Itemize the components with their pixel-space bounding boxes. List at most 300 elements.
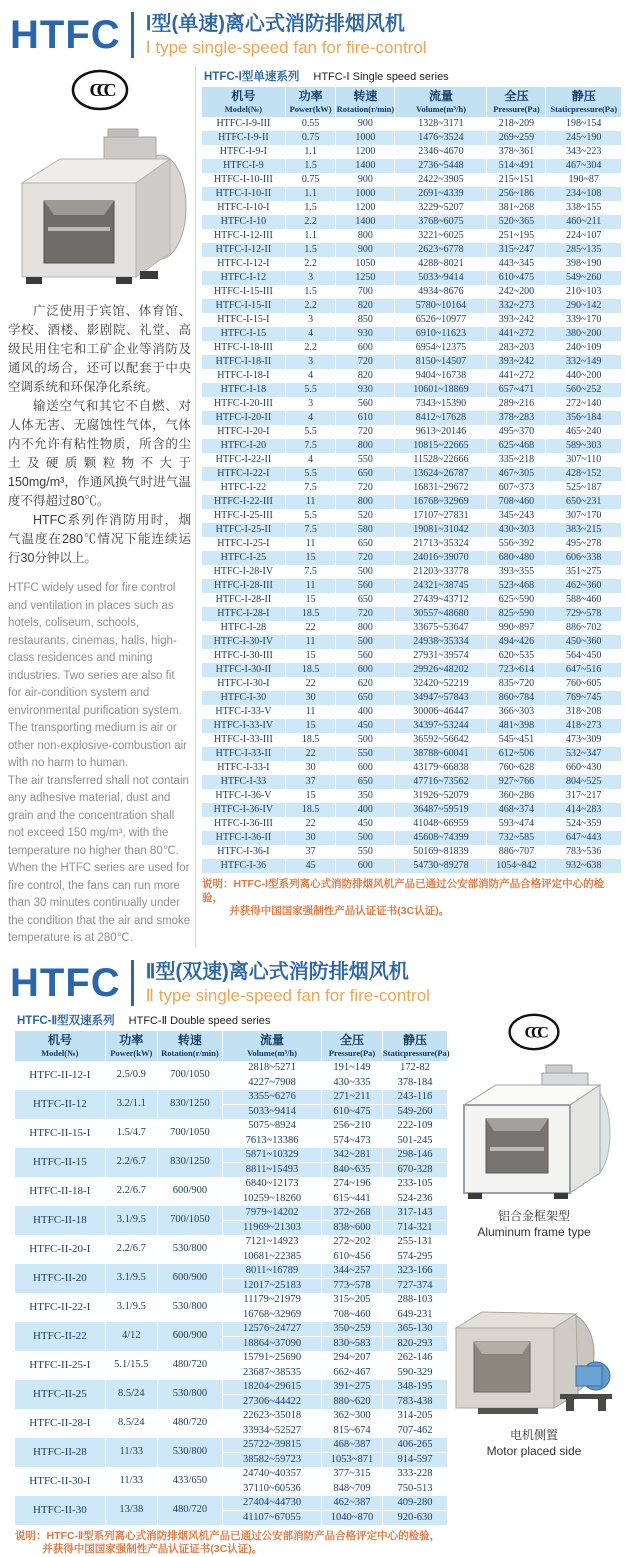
table-cell: 1000 (336, 187, 395, 201)
table-cell: HTFC-I-18 (202, 383, 285, 397)
table-row (202, 537, 621, 551)
table-cell: 10815~22665 (395, 439, 487, 453)
table-row (15, 1351, 447, 1366)
table-row (202, 271, 621, 285)
table-cell: 495~278 (566, 538, 602, 549)
table-cell: 21203~33778 (395, 565, 487, 579)
series-label-cn: HTFC-Ⅱ型双速系列 (17, 1014, 115, 1027)
table-cell: HTFC-I-30 (202, 691, 285, 705)
table-cell: 468~387 (322, 1438, 383, 1453)
table-cell: 830~583 (322, 1336, 383, 1351)
table-cell: 525~187 (566, 482, 602, 493)
column-header: 转速 Rotation(r/min) (157, 1031, 222, 1061)
table-cell: HTFC-II-30-I (15, 1467, 105, 1496)
table-row (202, 579, 621, 593)
column-header: 机号 Model(№) (202, 87, 285, 117)
table-cell: 45 (285, 859, 336, 873)
table-cell: HTFC-II-25 (15, 1380, 105, 1409)
table-cell: 662~467 (322, 1365, 383, 1380)
table-cell: 700/1050 (157, 1061, 222, 1090)
table-cell: 564~450 (566, 650, 602, 661)
table-cell: 6954~12375 (395, 341, 487, 355)
table-cell: 600/900 (157, 1322, 222, 1351)
table-cell: 4 (285, 411, 336, 425)
table-cell: 550 (336, 453, 395, 467)
table-cell: HTFC-I-33-III (202, 733, 285, 747)
table-cell: HTFC-I-18-II (202, 355, 285, 369)
table-cell: 380~200 (566, 328, 602, 339)
table-cell: 18204~29615 (222, 1380, 321, 1395)
table-row (202, 635, 621, 649)
table-cell: HTFC-I-33 (202, 775, 285, 789)
table-cell: 22 (285, 677, 336, 691)
table-cell: 773~578 (322, 1278, 383, 1293)
brand-logo: HTFC (10, 960, 121, 1005)
table-cell: 700 (336, 285, 395, 299)
table-row (15, 1119, 447, 1134)
table-cell: 13/38 (105, 1496, 157, 1525)
paragraph: 输送空气和其它不自燃、对人体无害、无腐蚀性气体，气体内不允许有粘性物质，所含的尘土及硬质颗粒物不大于150mg/m³，作通风换气时进气温度不得超过80℃。 (8, 399, 191, 508)
table-cell: 11 (285, 705, 336, 719)
table-cell: 11 (285, 537, 336, 551)
table-cell: 467~304 (566, 160, 602, 171)
table-cell: 11/33 (105, 1438, 157, 1467)
table-cell: 815~674 (322, 1423, 383, 1438)
table-cell: 198~154 (566, 118, 602, 129)
table-cell: 378~283 (487, 411, 546, 425)
table-cell: 647~516 (566, 664, 602, 675)
table-cell: HTFC-I-28-I (202, 607, 285, 621)
table-cell: 760~628 (487, 761, 546, 775)
table-cell: 22 (285, 817, 336, 831)
table-cell: 1.5 (285, 159, 336, 173)
table-cell: 1.5/4.7 (105, 1119, 157, 1148)
table-cell: 3 (285, 271, 336, 285)
table-cell: 900 (336, 117, 395, 131)
table-cell: 800 (336, 439, 395, 453)
table-cell: HTFC-I-9-I (202, 145, 285, 159)
table-row (202, 467, 621, 481)
series-label-en: HTFC-Ⅱ Double speed series (128, 1014, 271, 1027)
table-cell: 22623~35018 (222, 1409, 321, 1424)
table-cell: 18.5 (285, 733, 336, 747)
table-row (202, 243, 621, 257)
table-cell: 620 (336, 677, 395, 691)
table-cell: 650 (336, 593, 395, 607)
table-cell: 549-260 (382, 1104, 447, 1119)
table-cell: HTFC-II-15-I (15, 1119, 105, 1148)
table-cell: 393~242 (487, 313, 546, 327)
table-cell: HTFC-I-10-III (202, 173, 285, 187)
table-cell: 860~784 (487, 691, 546, 705)
table-cell: 1476~3524 (395, 131, 487, 145)
table-cell: 1.1 (285, 187, 336, 201)
table-cell: 1.1 (285, 229, 336, 243)
table-cell: 800 (336, 229, 395, 243)
table-cell: 649-231 (382, 1307, 447, 1322)
table-row (202, 747, 621, 761)
table-row (202, 593, 621, 607)
table-cell: HTFC-II-28 (15, 1438, 105, 1467)
table-cell: 520 (336, 509, 395, 523)
table-cell: 45608~74399 (395, 831, 487, 845)
note-line: 说明：HTFC-Ⅱ型系列离心式消防排烟风机产品已通过公安部消防产品合格评定中心的检验， (15, 1529, 441, 1542)
table-cell: 607~373 (487, 481, 546, 495)
table-cell: 5780~10164 (395, 299, 487, 313)
table-row (202, 117, 621, 131)
table-cell: HTFC-I-30-I (202, 677, 285, 691)
table-cell: 430~335 (322, 1075, 383, 1090)
table-row (202, 817, 621, 831)
table-cell: 3 (285, 355, 336, 369)
table-cell: 714-321 (382, 1220, 447, 1235)
table-cell: 524-236 (382, 1191, 447, 1206)
table-cell: 720 (336, 607, 395, 621)
table-cell: 6526~10977 (395, 313, 487, 327)
table-cell: 378-184 (382, 1075, 447, 1090)
table-cell: 307~170 (566, 510, 602, 521)
table-row (15, 1206, 447, 1221)
table-row (202, 733, 621, 747)
table-cell: 2422~3905 (395, 173, 487, 187)
table-cell: 30 (285, 691, 336, 705)
table-cell: 3.1/9.5 (105, 1206, 157, 1235)
table-cell: 30 (285, 831, 336, 845)
table-cell: 524~359 (566, 818, 602, 829)
table-cell: 700/1050 (157, 1206, 222, 1235)
table-row (202, 705, 621, 719)
table-cell: 1050 (336, 257, 395, 271)
table-cell: HTFC-I-30-II (202, 663, 285, 677)
section1-header (0, 0, 625, 62)
table-cell: 450~360 (566, 636, 602, 647)
table-cell: 365-130 (397, 1322, 433, 1334)
table-cell: 460~211 (566, 216, 602, 227)
table-cell: 720 (336, 551, 395, 565)
table-cell: 930 (336, 327, 395, 341)
table-cell: 2.5/0.9 (105, 1061, 157, 1090)
table-cell: 610 (336, 411, 395, 425)
section2-images-column (447, 1010, 621, 1557)
column-header: 静压 Staticpressure(Pa) (546, 87, 621, 117)
image-label-cn: 电机侧置 (509, 1427, 558, 1442)
table-row (202, 859, 621, 873)
table-cell: 473~309 (566, 734, 602, 745)
table-cell: 30 (285, 761, 336, 775)
paragraph: HTFC widely used for fire control and ventilation in places such as hotels, coliseum, schools, restaurants, cinemas, halls, high-class residences and mining industries. Two series are also fit for air-condition system and environmental purification system. (8, 582, 182, 717)
table-cell: HTFC-I-33-II (202, 747, 285, 761)
table-cell: 21713~35324 (395, 537, 487, 551)
table-cell: 590-329 (382, 1365, 447, 1380)
table-cell: HTFC-II-15 (15, 1148, 105, 1177)
table-cell: 441~272 (487, 327, 546, 341)
table-cell: 783~536 (566, 846, 602, 857)
table-cell: 16831~29672 (395, 481, 487, 495)
table-cell: HTFC-I-33-V (202, 705, 285, 719)
table-cell: HTFC-I-20 (202, 439, 285, 453)
table-cell: HTFC-II-18 (15, 1206, 105, 1235)
table-cell: 5033~9414 (222, 1104, 321, 1119)
table-cell: HTFC-I-22-II (202, 453, 285, 467)
table-cell: 600 (336, 761, 395, 775)
table-cell: HTFC-II-12 (15, 1090, 105, 1119)
table-cell: 318~208 (566, 706, 602, 717)
table-cell: 289~216 (487, 397, 546, 411)
table-cell: HTFC-I-20-I (202, 425, 285, 439)
table-cell: 4 (285, 369, 336, 383)
table-cell: 3355~6276 (222, 1090, 321, 1105)
table-cell: 3768~6075 (395, 215, 487, 229)
table-cell: 3 (285, 397, 336, 411)
table-cell: 550 (336, 845, 395, 859)
table-cell: 262-146 (397, 1351, 433, 1363)
note-line: 并获得中国国家强制性产品认证证书(3C认证)。 (42, 1543, 263, 1555)
table-cell: 650 (336, 691, 395, 705)
table-cell: HTFC-I-10-II (202, 187, 285, 201)
table-cell: 530/800 (157, 1380, 222, 1409)
table-cell: 0.75 (285, 131, 336, 145)
table-cell: 820 (336, 299, 395, 313)
table-row (202, 369, 621, 383)
table-cell: 760~605 (566, 678, 602, 689)
table-row (15, 1293, 447, 1308)
table-cell: 19081~31042 (395, 523, 487, 537)
table-cell: 7343~15390 (395, 397, 487, 411)
table-cell: 9613~20146 (395, 425, 487, 439)
table-cell: 3 (285, 313, 336, 327)
brand-logo: HTFC (10, 13, 121, 57)
table-row (202, 341, 621, 355)
table-cell: 530/800 (157, 1438, 222, 1467)
table-cell: 393~355 (487, 565, 546, 579)
table-row (202, 215, 621, 229)
table-cell: HTFC-I-10 (202, 215, 285, 229)
table-cell: 532~347 (566, 748, 602, 759)
table-row (202, 523, 621, 537)
table-cell: 530/800 (157, 1293, 222, 1322)
table-cell: 2.2/6.7 (105, 1235, 157, 1264)
table-cell: HTFC-I-9-II (202, 131, 285, 145)
table-cell: 7.5 (285, 523, 336, 537)
table-cell: 27439~43712 (395, 593, 487, 607)
svg-text:CCC: CCC (524, 1022, 544, 1041)
table-cell: 222-109 (397, 1119, 433, 1131)
table-cell: 27404~44730 (222, 1496, 321, 1511)
table-cell: 47716~73562 (395, 775, 487, 789)
table-cell: 360~286 (487, 789, 546, 803)
table-cell: 1.1 (285, 145, 336, 159)
table-cell: 480/720 (157, 1351, 222, 1380)
table-cell: 366~303 (487, 705, 546, 719)
table-cell: 650~231 (566, 496, 602, 507)
table-cell: 593~474 (487, 817, 546, 831)
table-row (15, 1409, 447, 1424)
table-cell: 1054~842 (487, 859, 546, 873)
table-cell: 251~195 (487, 229, 546, 243)
table-cell: 34947~57843 (395, 691, 487, 705)
table-cell: 443~345 (487, 257, 546, 271)
table-row (202, 425, 621, 439)
table-cell: 500 (336, 635, 395, 649)
table-cell: 27931~39574 (395, 649, 487, 663)
table-cell: 314-205 (397, 1409, 433, 1421)
table-cell: 24740~40357 (222, 1467, 321, 1482)
table-cell: 348-195 (397, 1380, 433, 1392)
table-cell: 7.5 (285, 481, 336, 495)
table-cell: 433/650 (157, 1467, 222, 1496)
table-cell: 727-374 (382, 1278, 447, 1293)
table-cell: 600 (336, 663, 395, 677)
table-cell: 4 (285, 327, 336, 341)
table-cell: 11/33 (105, 1467, 157, 1496)
table-cell: 32420~52219 (395, 677, 487, 691)
table-cell: 7979~14202 (222, 1206, 321, 1221)
table-cell: 3.1/9.5 (105, 1264, 157, 1293)
table-cell: 333-228 (397, 1467, 433, 1479)
table-cell: 12576~24727 (222, 1322, 321, 1337)
table-cell: 467~305 (487, 467, 546, 481)
ccc-certification-icon (8, 68, 191, 117)
table-cell: 255-131 (397, 1235, 433, 1247)
ccc-certification-icon (506, 1012, 562, 1057)
table-cell: 12017~25183 (222, 1278, 321, 1293)
table-cell: 400 (336, 803, 395, 817)
table-cell: 377~315 (322, 1467, 383, 1482)
column-header: 全压 Pressure(Pa) (487, 87, 546, 117)
table-row (15, 1090, 447, 1105)
table-cell: 848~709 (322, 1481, 383, 1496)
table-cell: 2.2 (285, 257, 336, 271)
table-row (202, 565, 621, 579)
table-cell: 480/720 (157, 1409, 222, 1438)
table-cell: 215~151 (487, 173, 546, 187)
table-cell: 1.5 (285, 285, 336, 299)
table-cell: 440~200 (566, 370, 602, 381)
series-caption-2 (17, 1012, 447, 1028)
table-cell: 323-166 (397, 1264, 433, 1276)
table-cell: 15791~25690 (222, 1351, 321, 1366)
table-cell: 406-265 (397, 1438, 433, 1450)
table-row (202, 411, 621, 425)
table-cell: 10601~18869 (395, 383, 487, 397)
table-cell: 5.5 (285, 509, 336, 523)
table-cell: 1.5 (285, 243, 336, 257)
table-cell: 240~109 (566, 342, 602, 353)
table-cell: HTFC-I-36 (202, 859, 285, 873)
table-cell: 927~766 (487, 775, 546, 789)
table-cell: 612~506 (487, 747, 546, 761)
table-row (202, 691, 621, 705)
table-cell: 886~707 (487, 845, 546, 859)
table-cell: 288-103 (397, 1293, 433, 1305)
table-cell: 820 (336, 369, 395, 383)
table-cell: 218~209 (487, 117, 546, 131)
table-cell: 580 (336, 523, 395, 537)
table-cell: 30006~46447 (395, 705, 487, 719)
table-cell: 11 (285, 635, 336, 649)
table-cell: 36487~59519 (395, 803, 487, 817)
table-cell: 285~135 (566, 244, 602, 255)
table-cell: 271~211 (322, 1090, 383, 1105)
table-cell: 556~392 (487, 537, 546, 551)
table-cell: HTFC-I-15-III (202, 285, 285, 299)
table-cell: 290~142 (566, 300, 602, 311)
table-cell: HTFC-I-25-I (202, 537, 285, 551)
table-cell: 233-105 (397, 1177, 433, 1189)
table-cell: 600/900 (157, 1264, 222, 1293)
table-cell: 450 (336, 817, 395, 831)
table-cell: 25722~39815 (222, 1438, 321, 1453)
column-header: 功率 Power(kW) (105, 1031, 157, 1061)
table-cell: 2691~4339 (395, 187, 487, 201)
table-cell: 700/1050 (157, 1119, 222, 1148)
table-cell: 720 (336, 355, 395, 369)
table-cell: 3221~6025 (395, 229, 487, 243)
table-cell: 2.2/6.7 (105, 1148, 157, 1177)
table-cell: 11969~21303 (222, 1220, 321, 1235)
table-cell: 465~240 (566, 426, 602, 437)
table-cell: 550 (336, 747, 395, 761)
table-cell: 269~259 (487, 131, 546, 145)
series-label-en: HTFC-Ⅰ Single speed series (313, 71, 449, 83)
table-cell: 234~108 (566, 188, 602, 199)
table-cell: 6910~11623 (395, 327, 487, 341)
table-cell: 50169~81839 (395, 845, 487, 859)
table-cell: 560 (336, 649, 395, 663)
table-row (202, 453, 621, 467)
double-speed-table (15, 1031, 450, 1525)
table-row (202, 257, 621, 271)
table-cell: 418~273 (566, 720, 602, 731)
table-row (202, 145, 621, 159)
table-cell: 1000 (336, 131, 395, 145)
table-cell: HTFC-I-33-I (202, 761, 285, 775)
section2-title-cn: Ⅱ型(双速)离心式消防排烟风机 (145, 960, 409, 983)
table-cell: 350 (336, 789, 395, 803)
table-cell: 3.2/1.1 (105, 1090, 157, 1119)
table-cell: HTFC-I-18-III (202, 341, 285, 355)
table-cell: 1.5 (285, 201, 336, 215)
table-cell: 210~103 (566, 286, 602, 297)
table-cell: 38582~59723 (222, 1452, 321, 1467)
table-cell: 830/1250 (157, 1090, 222, 1119)
table-cell: 245~190 (566, 132, 602, 143)
table-row (202, 789, 621, 803)
table-cell: HTFC-I-36-I (202, 845, 285, 859)
aluminum-frame-image (454, 1061, 614, 1208)
table-cell: 1053~871 (322, 1452, 383, 1467)
svg-text:CCC: CCC (89, 80, 110, 100)
table-cell: 2623~6778 (395, 243, 487, 257)
table-cell: 191~149 (322, 1061, 383, 1076)
fan-product-image (8, 121, 191, 294)
section1-title-cn: Ⅰ型(单速)离心式消防排烟风机 (145, 13, 405, 35)
table-row (202, 159, 621, 173)
table-cell: 606~338 (566, 552, 602, 563)
section1-title-en: Ⅰ type single-speed fan for fire-control (145, 38, 427, 57)
table-cell: 41107~67055 (222, 1510, 321, 1525)
table-cell: 708~460 (487, 495, 546, 509)
paragraph: HTFC系列作消防用时，烟气温度在280℃情况下能连续运行30分钟以上。 (8, 513, 191, 565)
paragraph: 广泛使用于宾馆、体育馆、学校、酒楼、影剧院、礼堂、高级民用住宅和工矿企业等消防及通风的场合，还可以配套于中央空调系统和环保净化系统。 (8, 304, 191, 394)
table-row (15, 1380, 447, 1395)
table-row (15, 1061, 447, 1076)
table-cell: 625~468 (487, 439, 546, 453)
table-row (15, 1264, 447, 1279)
table-cell: 800 (336, 495, 395, 509)
paragraph: The air transferred shall not contain any adhesive material, dust and grain and the concentration shall not exceed 150 mg/m³, with the temperature no higher than 80℃. When the HTFC series are used for fire control, the fans can run more than 30 minutes continually under the condition that the air and smoke temperature is at 280℃. (8, 774, 191, 944)
note-line: 并获得中国国家强制性产品认证证书(3C认证)。 (229, 905, 450, 917)
